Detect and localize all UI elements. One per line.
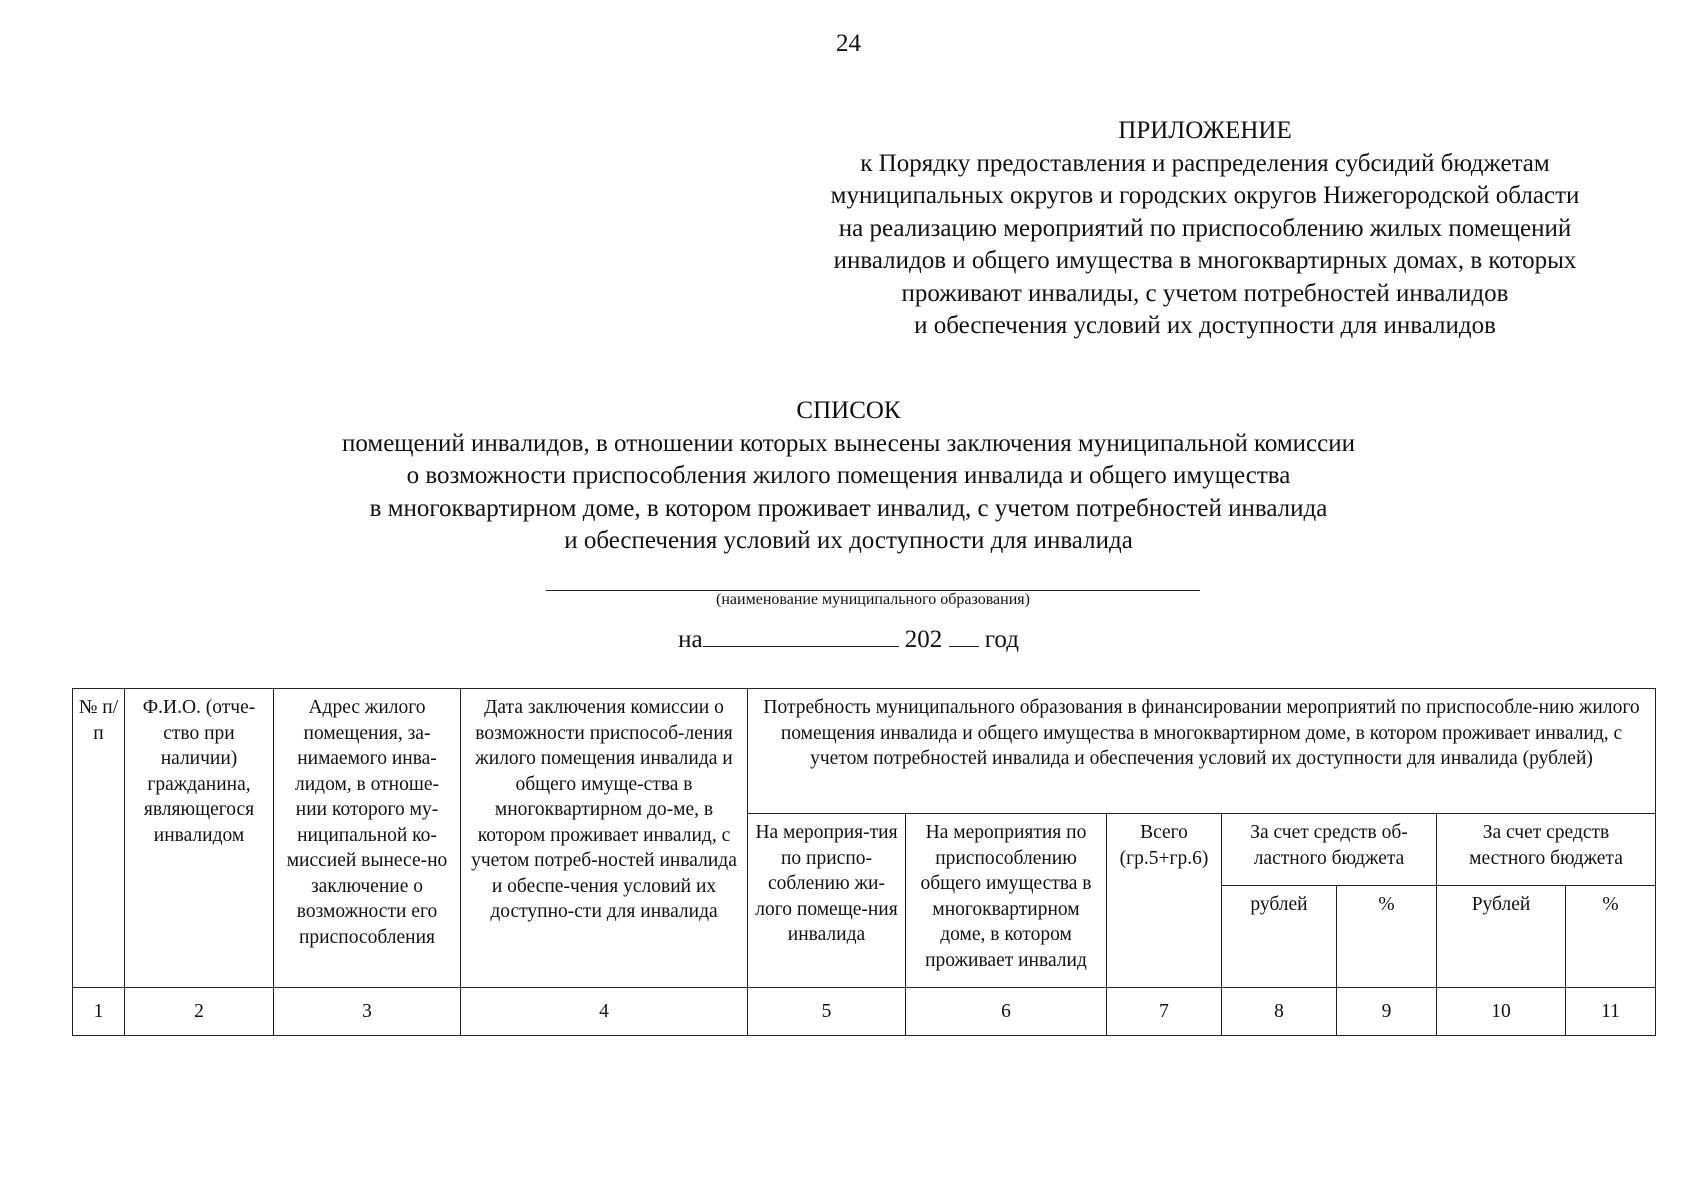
year-fill-blank[interactable] [949,622,979,647]
column-number: 7 [1107,988,1222,1036]
column-number: 10 [1437,988,1566,1036]
header-regional-percent: % [1337,886,1437,988]
header-address: Адрес жилого помещения, за-нимаемого инва-лидом, в отноше-нии которого му-ниципальной ко-миссией вынесе-но заключение о возможности его приспособления [274,689,461,988]
disabled-housing-table [72,688,1656,1036]
header-living-space-measures: На мероприя-тия по приспо-соблению жи-лого помеще-ния инвалида [748,814,906,988]
year-prefix-label: на [678,626,703,653]
appendix-line: к Порядку предоставления и распределения субсидий бюджетам [860,149,1550,177]
appendix-line: инвалидов и общего имущества в многоквартирных домах, в которых [833,247,1577,274]
column-number-row [73,988,1656,1036]
list-subtitle-line: в многоквартирном доме, в котором проживает инвалид, с учетом потребностей инвалида [369,494,1328,522]
year-suffix-label: год [984,626,1019,653]
appendix-line: проживают инвалиды, с учетом потребностей инвалидов [901,279,1509,307]
appendix-block [720,115,1690,343]
list-title: СПИСОК [796,397,901,424]
date-fill-blank[interactable] [703,622,899,647]
header-regional-rubles: рублей [1222,886,1337,988]
list-subtitle-line: о возможности приспособления жилого помещения инвалида и общего имущества [406,462,1291,489]
list-subtitle-line: помещений инвалидов, в отношении которых вынесены заключения муниципальной комиссии [341,429,1355,457]
header-full-name: Ф.И.О. (отче-ство при наличии) гражданина, являющегося инвалидом [125,689,274,988]
column-number: 1 [73,988,125,1036]
header-regional-budget: За счет средств об-ластного бюджета [1222,814,1437,886]
list-title-block [0,395,1697,558]
year-prefix: 202 [904,626,943,653]
header-common-property-measures: На мероприятия по приспособлению общего имущества в многоквартирном доме, в котором проживает инвалид [906,814,1107,988]
column-number: 3 [274,988,461,1036]
appendix-title: ПРИЛОЖЕНИЕ [1118,117,1292,144]
column-number: 9 [1337,988,1437,1036]
appendix-line: на реализацию мероприятий по приспособлению жилых помещений [838,214,1572,242]
column-number: 2 [125,988,274,1036]
column-number: 5 [748,988,906,1036]
column-number: 4 [461,988,748,1036]
header-local-percent: % [1566,886,1656,988]
header-funding-need: Потребность муниципального образования в финансировании мероприятий по приспособле-нию жилого помещения инвалида и общего имущества в многоквартирном доме, в котором проживает инвалид, с учетом потребностей инвалида и обеспечения условий их доступности для инвалида (рублей) [748,689,1656,814]
appendix-line: муниципальных округов и городских округов Нижегородской области [830,182,1580,209]
column-number: 8 [1222,988,1337,1036]
header-local-rubles: Рублей [1437,886,1566,988]
column-number: 6 [906,988,1107,1036]
year-line [0,622,1697,654]
header-local-budget: За счет средств местного бюджета [1437,814,1656,886]
page-number: 24 [836,30,861,57]
appendix-line: и обеспечения условий их доступности для инвалидов [914,312,1496,339]
column-number: 11 [1566,988,1656,1036]
header-number: № п/п [73,689,125,988]
header-total: Всего (гр.5+гр.6) [1107,814,1222,988]
table-header-row [73,689,1656,814]
municipality-caption: (наименование муниципального образования) [716,591,1030,608]
list-subtitle-line: и обеспечения условий их доступности для инвалида [564,527,1133,554]
header-commission-date: Дата заключения комиссии о возможности приспособ-ления жилого помещения инвалида и общего имуще-ства в многоквартирном до-ме, в котором проживает инвалид, с учетом потреб-ностей инвалида и обеспе-чения условий их доступно-сти для инвалида [461,689,748,988]
